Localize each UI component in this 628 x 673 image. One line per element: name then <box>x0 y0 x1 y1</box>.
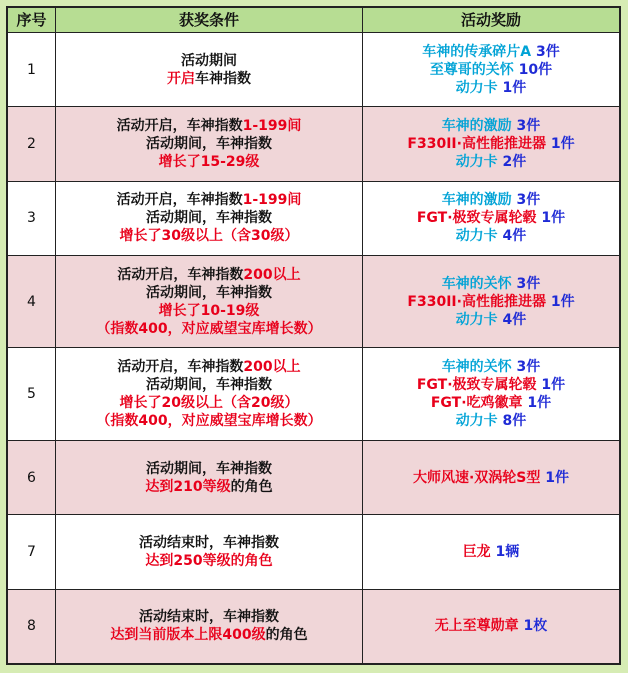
row-number: 1 <box>8 33 56 107</box>
condition-text: 开启 <box>167 70 195 87</box>
reward-line <box>367 227 615 245</box>
reward-text: 1辆 <box>490 543 520 560</box>
reward-line <box>367 311 615 329</box>
reward-line <box>367 117 615 135</box>
reward-line <box>367 135 615 153</box>
row-number: 3 <box>8 181 56 255</box>
condition-text: 增长了20级以上（含20级） <box>119 395 299 412</box>
reward-text: 3件 <box>531 43 560 60</box>
condition-text: 达到当前版本上限400级 <box>110 627 266 644</box>
reward-line <box>367 376 615 394</box>
reward-text: 车神的关怀 <box>441 275 512 292</box>
reward-text: 1件 <box>522 395 552 412</box>
header-num: 序号 <box>8 8 56 33</box>
reward-text: 巨龙 <box>462 543 491 560</box>
condition-text: 增长了15-29级 <box>158 154 260 171</box>
condition-line <box>60 191 358 209</box>
reward-line <box>367 191 615 209</box>
reward-text: F330II·高性能推进器 <box>407 293 546 310</box>
reward-line <box>367 293 615 311</box>
condition-text: （指数400，对应威望宝库增长数） <box>96 320 322 337</box>
table-row <box>8 348 620 440</box>
reward-line <box>367 209 615 227</box>
reward-text: 1件 <box>545 293 575 310</box>
reward-text: 8件 <box>497 413 527 430</box>
condition-text: 活动期间，车神指数 <box>146 460 272 477</box>
header-reward: 活动奖励 <box>363 8 620 33</box>
condition-text: 活动期间，车神指数 <box>146 284 272 301</box>
reward-line <box>367 153 615 171</box>
condition-cell <box>56 107 363 181</box>
condition-line <box>60 358 358 376</box>
reward-text: 3件 <box>511 118 541 135</box>
reward-text: 动力卡 <box>455 79 498 96</box>
reward-text: 1件 <box>536 210 566 227</box>
reward-cell <box>363 33 620 107</box>
reward-line <box>367 543 615 561</box>
row-number: 8 <box>8 589 56 663</box>
reward-text: 至尊哥的关怀 <box>429 61 514 78</box>
condition-text: 活动期间，车神指数 <box>146 377 272 394</box>
condition-cell <box>56 256 363 348</box>
table-row <box>8 515 620 589</box>
condition-text: 的角色 <box>230 478 273 495</box>
reward-cell <box>363 107 620 181</box>
reward-text: 无上至尊勋章 <box>434 618 519 635</box>
condition-line <box>60 117 358 135</box>
condition-line <box>60 608 358 626</box>
reward-text: 车神的激励 <box>441 118 512 135</box>
reward-text: 动力卡 <box>455 154 498 171</box>
condition-text: 增长了10-19级 <box>158 302 260 319</box>
reward-text: 车神的关怀 <box>441 359 512 376</box>
reward-text: 4件 <box>497 228 527 245</box>
reward-cell <box>363 515 620 589</box>
condition-line <box>60 227 358 245</box>
reward-cell <box>363 256 620 348</box>
condition-line <box>60 284 358 302</box>
condition-text: 活动开启，车神指数 <box>116 118 243 135</box>
condition-line <box>60 135 358 153</box>
condition-text: （指数400，对应威望宝库增长数） <box>96 413 322 430</box>
condition-line <box>60 478 358 496</box>
reward-table <box>7 7 620 664</box>
reward-text: 2件 <box>497 154 527 171</box>
reward-line <box>367 275 615 293</box>
condition-line <box>60 394 358 412</box>
condition-text: 活动开启，车神指数 <box>117 359 244 376</box>
reward-text: 车神的激励 <box>441 192 512 209</box>
condition-line <box>60 626 358 644</box>
condition-line <box>60 552 358 570</box>
condition-text: 1-199间 <box>242 192 302 209</box>
reward-text: 1枚 <box>518 618 548 635</box>
condition-line <box>60 209 358 227</box>
condition-text: 的角色 <box>265 627 308 644</box>
condition-cell <box>56 515 363 589</box>
reward-text: 动力卡 <box>455 228 498 245</box>
reward-text: 1件 <box>536 377 566 394</box>
condition-cell <box>56 33 363 107</box>
header-condition: 获奖条件 <box>56 8 363 33</box>
condition-text: 200以上 <box>243 266 301 283</box>
condition-text: 达到210等级 <box>145 478 231 495</box>
reward-cell <box>363 440 620 514</box>
reward-text: FGT·极致专属轮毂 <box>416 377 537 394</box>
reward-text: F330II·高性能推进器 <box>407 136 546 153</box>
reward-text: FGT·吃鸡徽章 <box>430 395 523 412</box>
reward-text: 1件 <box>540 469 570 486</box>
reward-line <box>367 79 615 97</box>
reward-line <box>367 43 615 61</box>
reward-text: 1件 <box>497 79 527 96</box>
reward-text: FGT·极致专属轮毂 <box>416 210 537 227</box>
reward-line <box>367 394 615 412</box>
condition-cell <box>56 181 363 255</box>
row-number: 5 <box>8 348 56 440</box>
reward-line <box>367 412 615 430</box>
condition-text: 增长了30级以上（含30级） <box>119 228 299 245</box>
reward-text: 车神的传承碎片A <box>422 43 532 60</box>
table-row <box>8 440 620 514</box>
reward-text: 3件 <box>511 192 541 209</box>
condition-line <box>60 52 358 70</box>
reward-table-frame <box>6 6 621 665</box>
reward-line <box>367 617 615 635</box>
condition-text: 活动结束时，车神指数 <box>139 534 279 551</box>
row-number: 4 <box>8 256 56 348</box>
condition-line <box>60 412 358 430</box>
row-number: 2 <box>8 107 56 181</box>
header-row <box>8 8 620 33</box>
condition-text: 活动开启，车神指数 <box>116 192 243 209</box>
condition-text: 1-199间 <box>242 118 302 135</box>
reward-text: 3件 <box>511 359 541 376</box>
reward-line <box>367 358 615 376</box>
reward-line <box>367 469 615 487</box>
reward-text: 1件 <box>545 136 575 153</box>
reward-text: 动力卡 <box>455 413 498 430</box>
condition-line <box>60 376 358 394</box>
condition-line <box>60 460 358 478</box>
table-row <box>8 33 620 107</box>
condition-line <box>60 320 358 338</box>
reward-cell <box>363 589 620 663</box>
reward-text: 动力卡 <box>455 311 498 328</box>
condition-cell <box>56 440 363 514</box>
reward-text: 大师风速·双涡轮S型 <box>412 469 541 486</box>
condition-cell <box>56 348 363 440</box>
table-row <box>8 589 620 663</box>
table-row <box>8 107 620 181</box>
reward-text: 4件 <box>497 311 527 328</box>
condition-text: 活动结束时，车神指数 <box>139 609 279 626</box>
condition-line <box>60 70 358 88</box>
condition-text: 活动期间 <box>181 52 237 69</box>
condition-text: 车神指数 <box>195 70 251 87</box>
condition-text: 达到250等级的角色 <box>145 552 273 569</box>
condition-line <box>60 266 358 284</box>
reward-cell <box>363 348 620 440</box>
condition-line <box>60 302 358 320</box>
table-row <box>8 181 620 255</box>
condition-text: 200以上 <box>243 359 301 376</box>
row-number: 7 <box>8 515 56 589</box>
condition-line <box>60 153 358 171</box>
reward-text: 10件 <box>513 61 553 78</box>
table-row <box>8 256 620 348</box>
row-number: 6 <box>8 440 56 514</box>
condition-text: 活动开启，车神指数 <box>117 266 244 283</box>
condition-cell <box>56 589 363 663</box>
condition-text: 活动期间，车神指数 <box>146 210 272 227</box>
reward-cell <box>363 181 620 255</box>
reward-text: 3件 <box>511 275 541 292</box>
condition-line <box>60 534 358 552</box>
reward-line <box>367 61 615 79</box>
condition-text: 活动期间，车神指数 <box>146 136 272 153</box>
